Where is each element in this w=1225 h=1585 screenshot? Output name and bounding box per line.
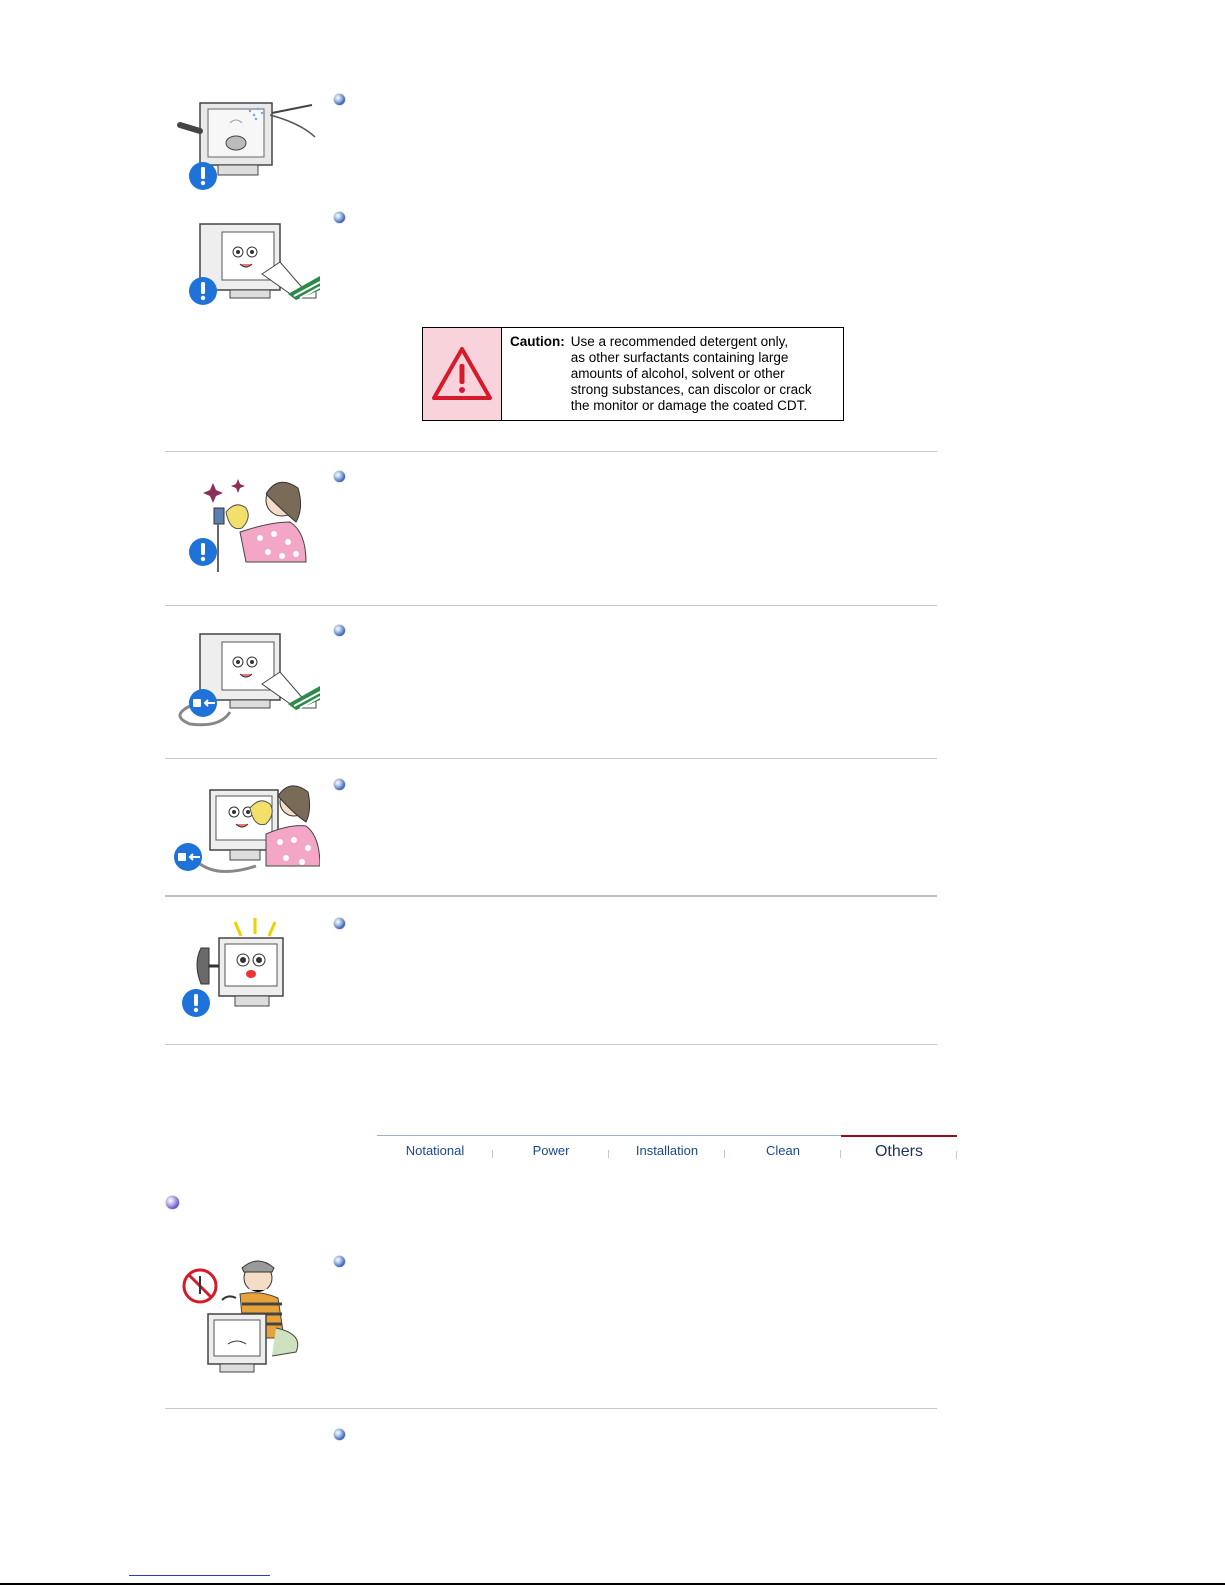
separator — [165, 1408, 937, 1409]
bullet-icon — [334, 212, 345, 223]
bullet-icon — [334, 1429, 345, 1440]
footer-link-underline[interactable] — [129, 1575, 270, 1576]
bullet-icon — [334, 625, 345, 636]
warning-icon — [188, 161, 218, 191]
section-tab-bar — [377, 1135, 960, 1163]
tab-clean[interactable] — [725, 1135, 841, 1162]
tab-label: Power — [532, 1143, 570, 1158]
bullet-icon — [334, 471, 345, 482]
tab-power[interactable] — [493, 1135, 609, 1162]
caution-box — [422, 327, 844, 421]
no-disassemble-illustration — [180, 1258, 305, 1378]
separator — [165, 605, 937, 606]
caution-triangle-icon — [423, 328, 502, 420]
separator — [165, 895, 937, 897]
tab-notational[interactable] — [377, 1135, 493, 1162]
unplug-icon — [188, 688, 218, 718]
separator — [165, 1044, 937, 1045]
tab-label: Installation — [635, 1143, 699, 1158]
tab-label: Clean — [766, 1143, 800, 1158]
warning-icon — [181, 988, 211, 1018]
tab-others[interactable] — [841, 1135, 957, 1163]
bullet-icon — [334, 94, 345, 105]
tab-label: Others — [874, 1143, 923, 1160]
tab-label: Notational — [405, 1143, 465, 1158]
separator — [165, 758, 937, 759]
caution-label: Caution: — [510, 334, 565, 349]
section-bullet-icon — [166, 1196, 179, 1209]
bullet-icon — [334, 779, 345, 790]
unplug-icon — [173, 842, 203, 872]
warning-icon — [188, 276, 218, 306]
separator — [165, 451, 937, 452]
bullet-icon — [334, 918, 345, 929]
caution-text: Use a recommended detergent only, as other surfactants containing large amounts of alcohol, solvent or other strong substances, can discolor or crack the monitor or damage the coated CDT. — [570, 334, 812, 413]
bullet-icon — [334, 1256, 345, 1267]
warning-icon — [188, 537, 218, 567]
tab-installation[interactable] — [609, 1135, 725, 1162]
